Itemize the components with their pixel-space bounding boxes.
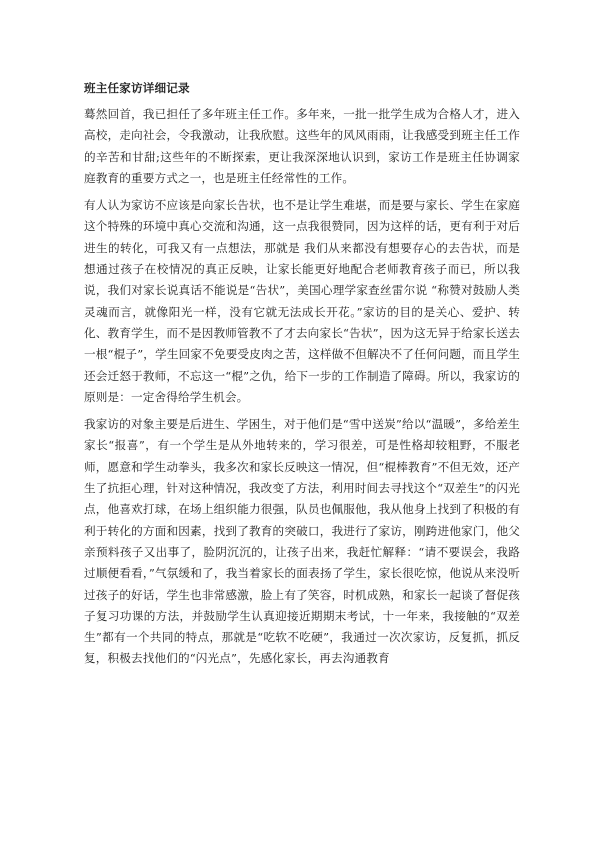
document-body — [84, 78, 520, 676]
paragraph-2: 有人认为家访不应该是向家长告状，也不是让学生难堪，而是要与家长、学生在家庭这个特殊的环境中真心交流和沟通，这一点我很赞同，因为这样的话，更有利于对后进生的转化，可我又有一点想法，那就是 我们从来都没有想要存心的去告状，而是想通过孩子在校情况的真正反映，让家长能更好地配合老师教育孩子而已，所以我说，我们对家长说真话不能说是“告状”，美国心理学家查丝雷尔说 “称赞对鼓励人类灵魂而言，就像阳光一样，没有它就无法成长开花。”家访的目的是关心、爱护、转化、教育学生，而不是因教师管教不了才去向家长“告状”，因为这无异于给家长送去一根“棍子”，学生回家不免要受皮肉之苦，这样做不但解决不了任何问题，而且学生还会迁怒于教师，不忘这一“棍”之仇，给下一步的工作制造了障碍。所以，我家访的原则是：一定舍得给学生机会。 — [84, 198, 520, 404]
paragraph-3: 我家访的对象主要是后进生、学困生，对于他们是“雪中送炭”给以“温暖”，多给差生家长“报喜”，有一个学生是从外地转来的，学习很差，可是性格却较粗野，不服老师，愿意和学生动拳头，我多次和家长反映这一情况，但“棍棒教育”不但无效，还产生了抗拒心理，针对这种情况，我改变了方法，利用时间去寻找这个“双差生”的闪光点，他喜欢打球，在场上组织能力很强，队员也佩服他，我从他身上找到了积极的有利于转化的方面和因素，找到了教育的突破口，我进行了家访，刚跨进他家门，他父亲预料孩子又出事了，脸阴沉沉的，让孩子出来，我赶忙解释：“请不要误会，我路过顺便看看，”气氛缓和了，我当着家长的面表扬了学生，家长很吃惊，他说从来没听过孩子的好话，学生也非常感激，脸上有了笑容，时机成熟，和家长一起谈了督促孩子复习功课的方法，并鼓励学生认真迎接近期期末考试，十一年来，我接触的“双差生”都有一个共同的特点，那就是“吃软不吃硬”，我通过一次次家访，反复抓，抓反复，积极去找他们的“闪光点”，先感化家长，再去沟通教育 — [84, 417, 520, 666]
document-title: 班主任家访详细记录 — [84, 81, 190, 95]
paragraph-1: 蓦然回首，我已担任了多年班主任工作。多年来，一批一批学生成为合格人才，进入高校，走向社会，令我激动，让我欣慰。这些年的风风雨雨，让我感受到班主任工作的辛苦和甘甜;这些年的不断探索，更让我深深地认识到，家访工作是班主任协调家庭教育的重要方式之一，也是班主任经常性的工作。 — [84, 107, 520, 185]
